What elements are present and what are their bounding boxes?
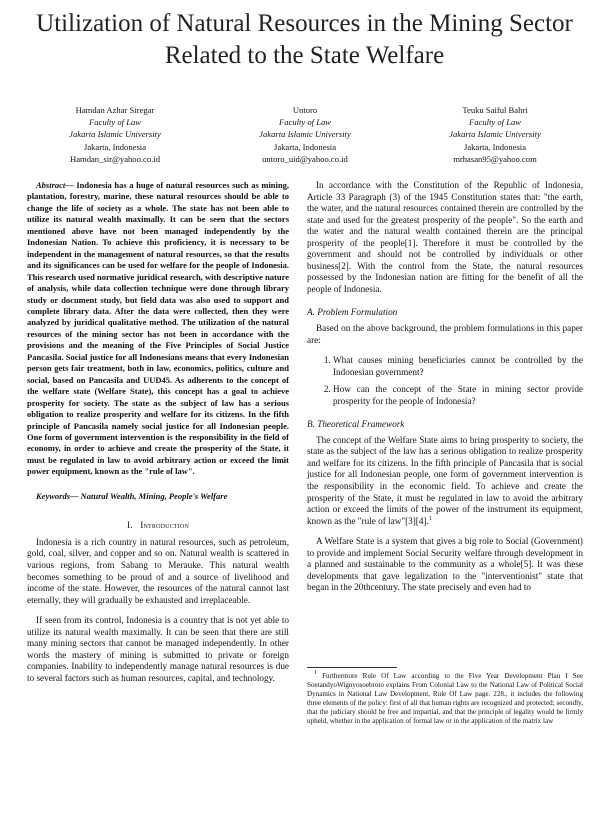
author-location: Jakarta, Indonesia	[463, 141, 527, 152]
footnote-divider	[307, 667, 397, 668]
abstract-label: Abstract—	[36, 180, 74, 190]
keywords-label: Keywords—	[36, 490, 79, 501]
keywords	[27, 491, 289, 503]
problem-list	[307, 355, 583, 407]
footnote	[307, 672, 583, 727]
abstract	[27, 180, 289, 478]
author-location: Jakarta, Indonesia	[83, 141, 147, 152]
author-faculty: Faculty of Law	[278, 117, 332, 128]
keywords-text: Natural Wealth, Mining, People's Welfare	[80, 490, 228, 501]
problem-intro: Based on the above background, the problem formulations in this paper are:	[307, 323, 583, 345]
intro-paragraph-1: Indonesia is a rich country in natural resources, such as petroleum, gold, coal, silver, and copper and so on. Natural wealth is scattered in various regions, from Sabang to Merauke. This natural wealth becomes something to be proud of and a source of livelihood and income of the state. However, the resources of the natural cannot last eternally, they will gradually be exhausted and irreplaceable.	[27, 536, 289, 605]
author-name: Teuku Saiful Bahri	[462, 105, 528, 115]
author-name: Untoro	[292, 105, 318, 115]
section-title: Introduction	[140, 520, 190, 531]
constitution-paragraph: In accordance with the Constitution of the Republic of Indonesia, Article 33 Paragraph (3) of the 1945 Constitution states that: "the earth, the water, and the natural resources contained therein are controlled by the state and used for the greatest prosperity of the people". So the earth and the water and the natural wealth contained therein are the principal prosperity of the people[1]. Therefore it must be controlled by the government and should not be controlled by individuals or other business[2]. With the control from the State, the natural resources possessed by the Indonesian nation are fitting for the benefit of all the people of Indonesia.	[307, 180, 583, 294]
author-faculty: Faculty of Law	[468, 117, 522, 128]
author-university: Jakarta Islamic University	[449, 129, 541, 140]
author-1	[20, 104, 210, 165]
footnote-marker: 1	[314, 670, 317, 676]
framework-paragraph-1	[307, 435, 583, 527]
framework-paragraph-2: A Welfare State is a system that gives a big role to Social (Government) to provide and implement Social Security welfare through development in a planned and sustainable to the community as a whole[5]. It was these developments that gave legalization to the "interventionist" state that began in the 20thcentury. The state precisely and even had to	[307, 536, 583, 593]
author-faculty: Faculty of Law	[88, 117, 142, 128]
author-block	[20, 104, 590, 166]
author-university: Jakarta Islamic University	[69, 129, 161, 140]
list-item: 2. How can the concept of the State in mining sector provide prosperity for the people of Indonesia?	[333, 384, 583, 407]
footnote-text: Furthermore Rule Of Law according to the Five Year Development Plan I See SoetandyoWignyosoebroto explains From Colonial Law to the National Law of Political Social Dynamics in National Law Development, Rule Of Law page. 228., it includes the following three elements of the policy: first of all that human rights are recognized and protected; secondly, that the judiciary should be free and impartial, and that the principle of legality would be firmly upheld, whether in the application of formal law or in the application of the matrix law	[307, 672, 584, 726]
author-location: Jakarta, Indonesia	[273, 141, 337, 152]
intro-paragraph-2: If seen from its control, Indonesia is a country that is not yet able to utilize its natural wealth maximally. It can be seen that there are still many mining sectors that cannot be managed independently. In other words the mastery of mining is submitted to private or foreign companies. Inability to independently manage natural resources is due to several factors such as human resources, capital, and technology.	[27, 615, 289, 683]
section-heading-introduction	[27, 520, 289, 532]
right-column	[307, 180, 583, 603]
author-university: Jakarta Islamic University	[259, 129, 351, 140]
theoretical-framework-heading: B. Theoretical Framework	[307, 419, 405, 430]
section-number: I.	[126, 520, 133, 531]
author-2	[210, 104, 400, 165]
author-name: Hamdan Azhar Siregar	[75, 105, 155, 115]
footnote-reference[interactable]: 1	[428, 515, 432, 522]
author-email[interactable]: untoro_uid@yahoo.co.id	[262, 153, 348, 164]
author-email[interactable]: Hamdan_sir@yahoo.co.id	[69, 153, 160, 164]
problem-formulation-heading: A. Problem Formulation	[307, 307, 398, 318]
left-column	[27, 180, 289, 693]
author-3	[400, 104, 590, 165]
author-email[interactable]: mrhasan95@yahoo.com	[453, 153, 537, 164]
framework-text: The concept of the Welfare State aims to bring prosperity to society, the state as the subject of the law has a serious obligation to realize prosperity and welfare for its citizens. In the fifth principle of Pancasila that is social justice for all Indonesian people, one form of government intervention is the responsibility in the economic field. To achieve and create the prosperity of the State, it must be regulated in law to avoid the arbitrary action or exceed the limits of the power of the instrument its equipment, known as the "rule of law"[3][4].	[307, 434, 583, 526]
list-item: 1. What causes mining beneficiaries cannot be controlled by the Indonesian government?	[333, 355, 583, 378]
paper-title: Utilization of Natural Resources in the Mining Sector Related to the State Welfare	[36, 10, 573, 69]
abstract-text: Indonesia has a huge of natural resources such as mining, plantation, forestry, marine, these natural resources should be able to change the life of society as a whole. The state has not been able to utilize its natural wealth maximally. It can be seen that the sectors mentioned above have not been managed independently by the Indonesian Nation. To achieve this proficiency, it is necessary to be independent in the management of natural resources, so that the results and its significances can be used for welfare for the people of Indonesia. This research used normative juridical research, with descriptive nature of analysis, while data collection technique were done through library study or document study, but field data was also used to support and complete library data. After the data were collected, then they were analyzed by juridical qualitative method. The utilization of the natural resources of the mining sector has not been in accordance with the provisions and the meaning of the Five Principles of Social Justice Pancasila. Social justice for all Indonesians means that every Indonesian person gets fair treatment, both in law, economics, politics, culture and social, based on Pancasila and UUD45. As adherents to the concept of the welfare state (Welfare State), this concept has a goal to achieve prosperity for society. The state as the subject of law has a serious obligation to realize prosperity and welfare for its citizens. In the fifth principle of Pancasila namely social justice for all Indonesian people. One form of government intervention is the responsibility in the field of economy, in order to achieve and create the prosperity of the State, it must be regulated in law to avoid arbitrary action or exceed the limit power equipment, known as the "rule of law".	[27, 180, 289, 477]
